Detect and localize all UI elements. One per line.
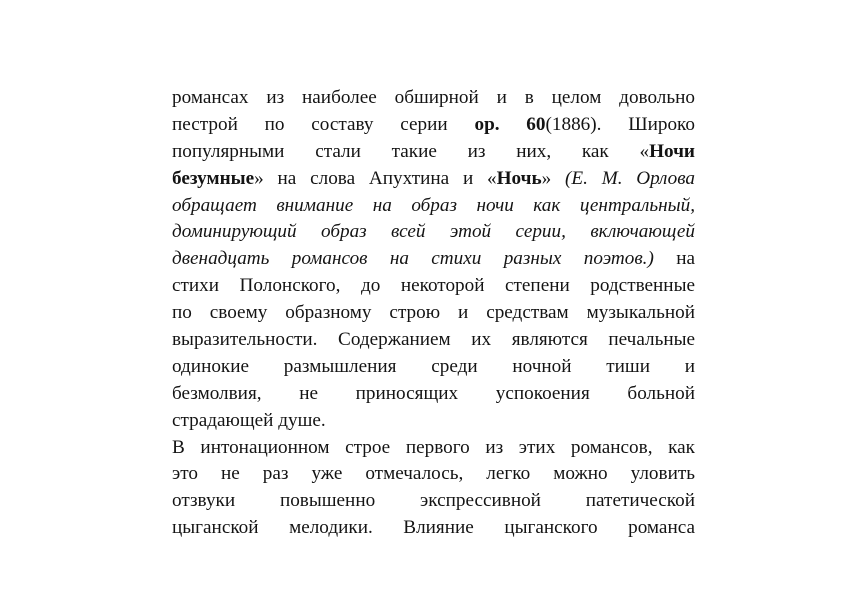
- bold-text-run: безумные: [172, 167, 255, 189]
- text-line: [172, 273, 695, 300]
- bold-text-run: Ночи: [649, 140, 695, 162]
- bold-text-run: op. 60: [474, 113, 546, 135]
- text-line: [172, 327, 695, 354]
- text-line: [172, 408, 695, 435]
- italic-text-run: обращает внимание на образ ночи как центральный,: [172, 194, 695, 216]
- text-run: безмолвия, не приносящих успокоения больной: [172, 382, 695, 404]
- text-line: [172, 300, 695, 327]
- text-line: [172, 85, 695, 112]
- text-run: выразительности. Содержанием их являются печальные: [172, 329, 695, 351]
- text-line: [172, 488, 695, 515]
- text-run: популярными стали такие из них, как «: [172, 140, 650, 162]
- text-run: »: [541, 167, 566, 189]
- text-run: романсах из наиболее обширной и в целом довольно: [172, 87, 695, 108]
- text-line: [172, 112, 695, 139]
- text-run: по своему образному строю и средствам музыкальной: [172, 302, 695, 324]
- text-line: [172, 166, 695, 193]
- text-run: на: [653, 248, 696, 270]
- italic-text-run: (Е. М. Орлова: [565, 167, 695, 189]
- text-line: [172, 246, 695, 273]
- body-text: [172, 85, 695, 542]
- text-line: [172, 515, 695, 542]
- text-run: это не раз уже отмечалось, легко можно уловить: [172, 463, 695, 485]
- text-run: В интонационном строе первого из этих романсов, как: [172, 436, 695, 458]
- text-run: » на слова Апухтина и «: [254, 167, 497, 189]
- text-line: [172, 461, 695, 488]
- text-run: (1886). Широко: [545, 113, 695, 135]
- italic-text-run: доминирующий образ всей этой серии, включающей: [172, 221, 695, 243]
- text-run: цыганской мелодики. Влияние цыганского романса: [172, 517, 695, 539]
- text-run: одинокие размышления среди ночной тиши и: [172, 355, 695, 377]
- italic-text-run: двенадцать романсов на стихи разных поэтов.): [172, 248, 654, 270]
- text-run: стихи Полонского, до некоторой степени родственные: [172, 275, 695, 297]
- text-run: пестрой по составу серии: [172, 113, 475, 135]
- text-run: страдающей душе.: [172, 409, 326, 431]
- text-line: [172, 354, 695, 381]
- text-line: [172, 381, 695, 408]
- text-line: [172, 219, 695, 246]
- text-line: [172, 139, 695, 166]
- text-run: отзвуки повышенно экспрессивной патетической: [172, 490, 695, 512]
- text-line: [172, 193, 695, 220]
- text-line: [172, 435, 695, 462]
- bold-text-run: Ночь: [496, 167, 542, 189]
